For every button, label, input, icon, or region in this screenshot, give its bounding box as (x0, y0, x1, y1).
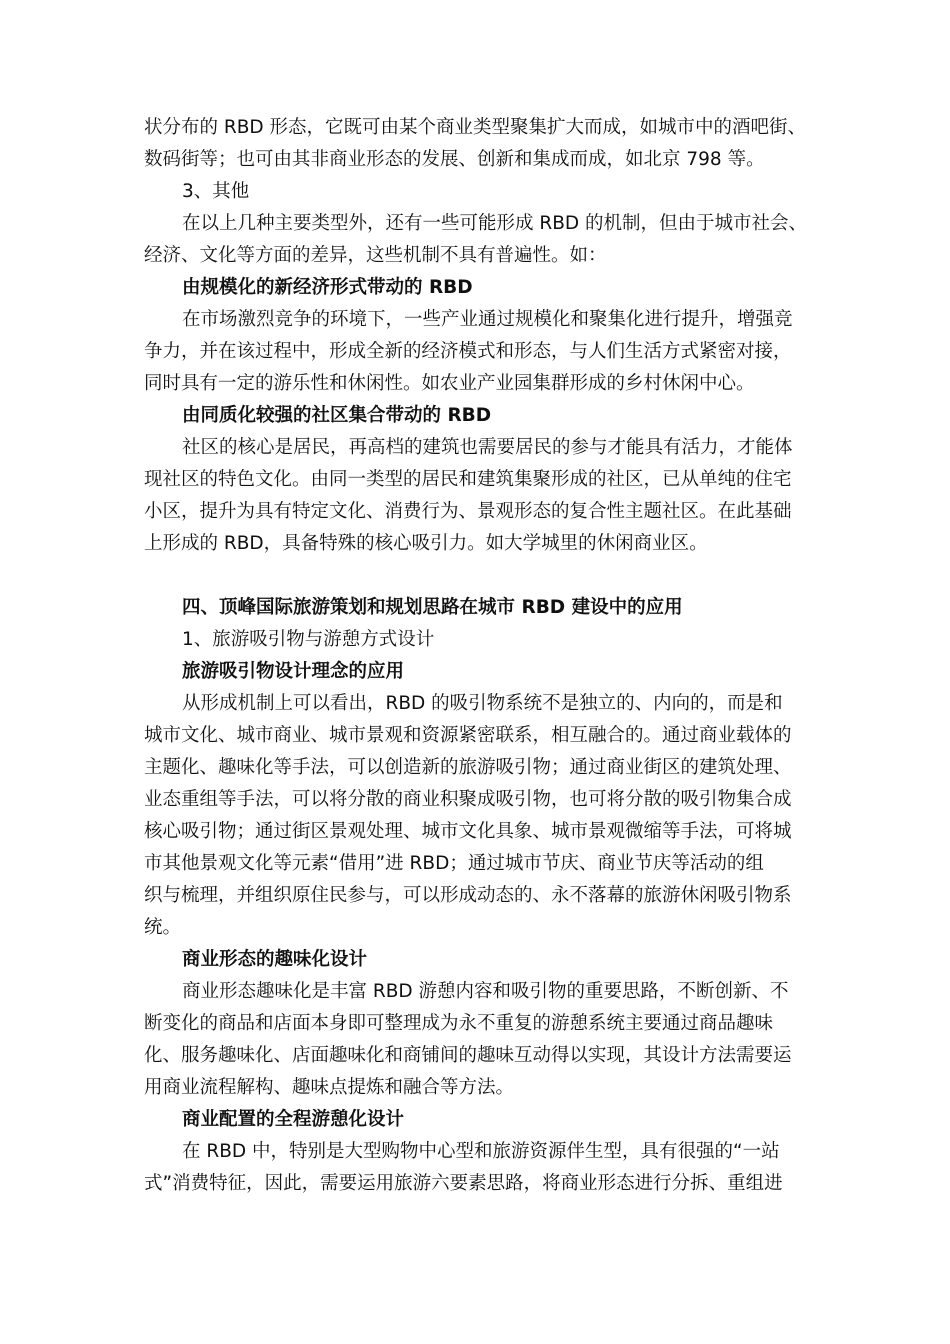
body-text-line: 小区，提升为具有特定文化、消费行为、景观形态的复合性主题社区。在此基础 (144, 501, 792, 522)
body-text-line: 统。 (144, 917, 182, 938)
body-text-line: 社区的核心是居民，再高档的建筑也需要居民的参与才能具有活力，才能体 (182, 437, 793, 458)
body-text-line: 式”消费特征，因此，需要运用旅游六要素思路，将商业形态进行分拆、重组进 (144, 1173, 783, 1194)
body-text-line: 同时具有一定的游乐性和休闲性。如农业产业园集群形成的乡村休闲中心。 (144, 373, 755, 394)
body-text-line: 化、服务趣味化、店面趣味化和商铺间的趣味互动得以实现，其设计方法需要运 (144, 1045, 792, 1066)
body-text-line: 在 RBD 中，特别是大型购物中心型和旅游资源伴生型，具有很强的“一站 (182, 1141, 780, 1162)
body-text-line: 在市场激烈竞争的环境下，一些产业通过规模化和聚集化进行提升，增强竞 (182, 309, 793, 330)
body-text-line: 市其他景观文化等元素“借用”进 RBD；通过城市节庆、商业节庆等活动的组 (144, 853, 764, 874)
body-text-line: 在以上几种主要类型外，还有一些可能形成 RBD 的机制，但由于城市社会、 (182, 213, 808, 234)
body-text-line: 状分布的 RBD 形态，它既可由某个商业类型聚集扩大而成，如城市中的酒吧街、 (144, 117, 807, 138)
body-text-line: 现社区的特色文化。由同一类型的居民和建筑集聚形成的社区，已从单纯的住宅 (144, 469, 792, 490)
bold-heading: 旅游吸引物设计理念的应用 (182, 661, 405, 682)
section-subheading: 3、其他 (182, 181, 250, 202)
bold-heading: 商业形态的趣味化设计 (182, 949, 368, 970)
bold-heading: 由规模化的新经济形式带动的 RBD (182, 277, 473, 298)
body-text-line: 织与梳理，并组织原住民参与，可以形成动态的、永不落幕的旅游休闲吸引物系 (144, 885, 792, 906)
bold-heading: 由同质化较强的社区集合带动的 RBD (182, 405, 492, 426)
body-text-line: 业态重组等手法，可以将分散的商业积聚成吸引物，也可将分散的吸引物集合成 (144, 789, 792, 810)
bold-heading: 商业配置的全程游憩化设计 (182, 1109, 405, 1130)
body-text-line: 断变化的商品和店面本身即可整理成为永不重复的游憩系统主要通过商品趣味 (144, 1013, 774, 1034)
section-subheading: 1、旅游吸引物与游憩方式设计 (182, 629, 435, 650)
body-text-line: 上形成的 RBD，具备特殊的核心吸引力。如大学城里的休闲商业区。 (144, 533, 708, 554)
body-text-line: 争力，并在该过程中，形成全新的经济模式和形态，与人们生活方式紧密对接， (144, 341, 792, 362)
section-heading: 四、顶峰国际旅游策划和规划思路在城市 RBD 建设中的应用 (182, 597, 683, 618)
body-text-line: 从形成机制上可以看出，RBD 的吸引物系统不是独立的、内向的，而是和 (182, 693, 783, 714)
body-text-line: 城市文化、城市商业、城市景观和资源紧密联系，相互融合的。通过商业载体的 (144, 725, 792, 746)
body-text-line: 核心吸引物；通过街区景观处理、城市文化具象、城市景观微缩等手法，可将城 (144, 821, 792, 842)
body-text-line: 主题化、趣味化等手法，可以创造新的旅游吸引物；通过商业街区的建筑处理、 (144, 757, 792, 778)
body-text-line: 商业形态趣味化是丰富 RBD 游憩内容和吸引物的重要思路，不断创新、不 (182, 981, 789, 1002)
body-text-line: 数码街等；也可由其非商业形态的发展、创新和集成而成，如北京 798 等。 (144, 149, 765, 170)
body-text-line: 用商业流程解构、趣味点提炼和融合等方法。 (144, 1077, 515, 1098)
body-text-line: 经济、文化等方面的差异，这些机制不具有普遍性。如： (144, 245, 607, 266)
